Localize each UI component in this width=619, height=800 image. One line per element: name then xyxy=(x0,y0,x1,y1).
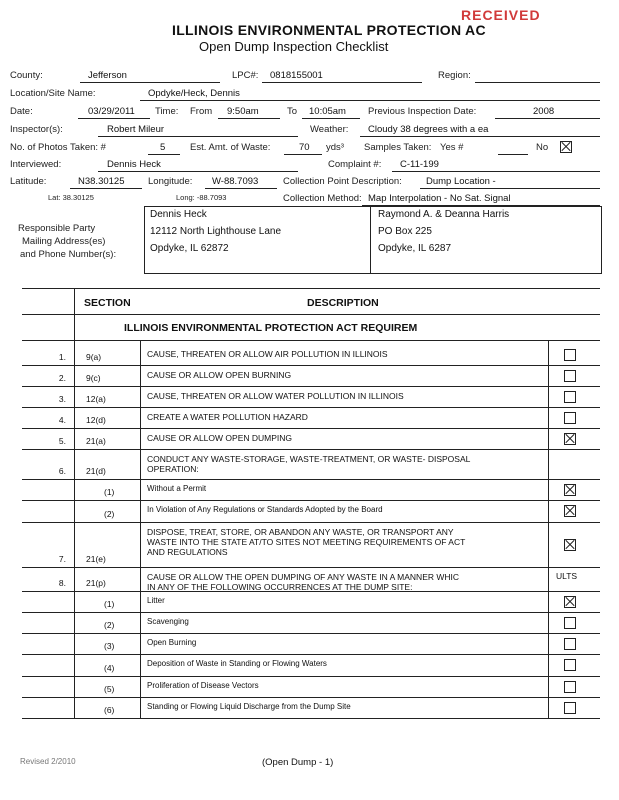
received-stamp: RECEIVED xyxy=(461,7,541,23)
lat-small: Lat: 38.30125 xyxy=(48,193,94,202)
row-section: (3) xyxy=(104,641,115,651)
violation-checkbox[interactable] xyxy=(564,391,576,403)
row-number: 4. xyxy=(58,415,66,425)
row-divider xyxy=(22,365,600,366)
row-description: DISPOSE, TREAT, STORE, OR ABANDON ANY WASTE, OR TRANSPORT ANY xyxy=(147,527,454,537)
party-right-address: PO Box 225 xyxy=(378,226,432,237)
row-divider xyxy=(22,479,600,480)
row-number: 6. xyxy=(58,466,66,476)
row-description: Scavenging xyxy=(147,617,189,626)
page-footer: (Open Dump - 1) xyxy=(262,757,334,768)
row-section: (5) xyxy=(104,684,115,694)
collection-point-label: Collection Point Description: xyxy=(283,176,402,187)
row-divider xyxy=(22,633,600,634)
row-section: 21(a) xyxy=(86,436,106,446)
violation-checkbox[interactable] xyxy=(564,681,576,693)
row-section: (1) xyxy=(104,599,115,609)
responsible-party-box xyxy=(144,206,602,274)
document-title: ILLINOIS ENVIRONMENTAL PROTECTION AC xyxy=(172,22,486,38)
revised-date: Revised 2/2010 xyxy=(20,757,76,766)
row-divider xyxy=(22,718,600,719)
row-number: 5. xyxy=(58,436,66,446)
section-header: SECTION xyxy=(84,297,131,309)
row-description: CAUSE OR ALLOW OPEN BURNING xyxy=(147,370,292,380)
party-left-city: Opdyke, IL 62872 xyxy=(150,243,229,254)
interviewed-value: Dennis Heck xyxy=(107,159,161,170)
row-description: Standing or Flowing Liquid Discharge from the Dump Site xyxy=(147,702,351,711)
from-label: From xyxy=(190,106,213,117)
violation-checkbox[interactable] xyxy=(564,412,576,424)
row-description: OPERATION: xyxy=(147,464,199,474)
region-label: Region: xyxy=(438,70,471,81)
row-number: 1. xyxy=(58,352,66,362)
row-description: Deposition of Waste in Standing or Flowing Waters xyxy=(147,659,327,668)
complaint-label: Complaint #: xyxy=(328,159,382,170)
row-description: CAUSE OR ALLOW OPEN DUMPING xyxy=(147,433,292,443)
responsible-label-3: and Phone Number(s): xyxy=(20,249,117,260)
row-divider xyxy=(22,449,600,450)
time-label: Time: xyxy=(155,106,179,117)
row-description: WASTE INTO THE STATE AT/TO SITES NOT MEETING REQUIREMENTS OF ACT xyxy=(147,537,466,547)
samples-no-checkbox[interactable] xyxy=(560,141,572,153)
from-value: 9:50am xyxy=(227,106,259,117)
row-section: 9(a) xyxy=(86,352,102,362)
violation-checkbox[interactable] xyxy=(564,659,576,671)
row-number: 7. xyxy=(58,554,66,564)
samples-label: Samples Taken: xyxy=(364,142,432,153)
row-section: 12(d) xyxy=(86,415,106,425)
party-right-name: Raymond A. & Deanna Harris xyxy=(378,209,510,220)
row-description: Proliferation of Disease Vectors xyxy=(147,681,259,690)
inspectors-value: Robert Mileur xyxy=(107,124,165,135)
to-value: 10:05am xyxy=(309,106,346,117)
row-section: 21(e) xyxy=(86,554,106,564)
to-label: To xyxy=(287,106,298,117)
samples-yes-label: Yes # xyxy=(440,142,464,153)
interviewed-label: Interviewed: xyxy=(10,159,62,170)
collection-point-value: Dump Location - xyxy=(426,176,496,187)
long-small: Long: -88.7093 xyxy=(176,193,227,202)
row-description: Open Burning xyxy=(147,638,197,647)
lpc-label: LPC#: xyxy=(232,70,259,81)
weather-value: Cloudy 38 degrees with a ea xyxy=(368,124,489,135)
samples-no-label: No xyxy=(536,142,549,153)
row-description: CAUSE, THREATEN OR ALLOW WATER POLLUTION IN ILLINOIS xyxy=(147,391,404,401)
row-section: 9(c) xyxy=(86,373,101,383)
date-value: 03/29/2011 xyxy=(88,106,135,117)
county-value: Jefferson xyxy=(88,70,127,81)
responsible-label-2: Mailing Address(es) xyxy=(22,236,106,247)
party-left-name: Dennis Heck xyxy=(150,209,207,220)
row-divider xyxy=(22,591,600,592)
waste-value: 70 xyxy=(299,142,310,153)
violation-checkbox[interactable] xyxy=(564,617,576,629)
row-section: (1) xyxy=(104,487,115,497)
photos-value: 5 xyxy=(160,142,166,153)
act-requirements-title: ILLINOIS ENVIRONMENTAL PROTECTION ACT REQUIREM xyxy=(124,322,418,334)
row-description: CONDUCT ANY WASTE-STORAGE, WASTE-TREATMENT, OR WASTE- DISPOSAL xyxy=(147,454,471,464)
row-divider xyxy=(22,676,600,677)
violation-checkbox[interactable] xyxy=(564,349,576,361)
violation-checkbox[interactable] xyxy=(564,505,576,517)
row-section: 21(d) xyxy=(86,466,106,476)
row-description: In Violation of Any Regulations or Standards Adopted by the Board xyxy=(147,505,383,514)
violation-checkbox[interactable] xyxy=(564,638,576,650)
violation-header: ULTS xyxy=(556,571,578,581)
waste-unit: yds³ xyxy=(326,142,344,153)
row-description: CREATE A WATER POLLUTION HAZARD xyxy=(147,412,308,422)
row-section: (2) xyxy=(104,620,115,630)
violation-checkbox[interactable] xyxy=(564,484,576,496)
row-description: Without a Permit xyxy=(147,484,207,493)
row-section: (6) xyxy=(104,705,115,715)
collection-method-value: Map Interpolation - No Sat. Signal xyxy=(368,193,511,204)
responsible-label-1: Responsible Party xyxy=(18,223,96,234)
photos-label: No. of Photos Taken: # xyxy=(10,142,106,153)
row-divider xyxy=(22,612,600,613)
complaint-value: C-11-199 xyxy=(400,159,439,170)
row-divider xyxy=(22,522,600,523)
row-section: (2) xyxy=(104,509,115,519)
longitude-label: Longitude: xyxy=(148,176,193,187)
previous-inspection-value: 2008 xyxy=(533,106,555,117)
description-header: DESCRIPTION xyxy=(307,297,379,309)
violation-checkbox[interactable] xyxy=(564,539,576,551)
party-right-city: Opdyke, IL 6287 xyxy=(378,243,452,254)
inspectors-label: Inspector(s): xyxy=(10,124,63,135)
row-divider xyxy=(22,428,600,429)
weather-label: Weather: xyxy=(310,124,349,135)
location-value: Opdyke/Heck, Dennis xyxy=(148,88,240,99)
row-divider xyxy=(22,567,600,568)
county-label: County: xyxy=(10,70,43,81)
latitude-label: Latitude: xyxy=(10,176,47,187)
row-number: 8. xyxy=(58,578,66,588)
lpc-value: 0818155001 xyxy=(270,70,323,81)
row-description: CAUSE, THREATEN OR ALLOW AIR POLLUTION IN ILLINOIS xyxy=(147,349,388,359)
row-description: Litter xyxy=(147,596,165,605)
row-description: AND REGULATIONS xyxy=(147,547,228,557)
row-divider xyxy=(22,654,600,655)
previous-inspection-label: Previous Inspection Date: xyxy=(368,106,477,117)
document-subtitle: Open Dump Inspection Checklist xyxy=(199,39,389,54)
row-number: 3. xyxy=(58,394,66,404)
row-divider xyxy=(22,386,600,387)
party-left-address: 12112 North Lighthouse Lane xyxy=(150,226,282,237)
row-number: 2. xyxy=(58,373,66,383)
row-divider xyxy=(22,697,600,698)
row-description: IN ANY OF THE FOLLOWING OCCURRENCES AT THE DUMP SITE: xyxy=(147,582,413,592)
row-description: CAUSE OR ALLOW THE OPEN DUMPING OF ANY WASTE IN A MANNER WHIC xyxy=(147,572,460,582)
violation-checkbox[interactable] xyxy=(564,370,576,382)
collection-method-label: Collection Method: xyxy=(283,193,362,204)
row-divider xyxy=(22,407,600,408)
violation-checkbox[interactable] xyxy=(564,702,576,714)
waste-label: Est. Amt. of Waste: xyxy=(190,142,271,153)
latitude-value: N38.30125 xyxy=(78,176,125,187)
violation-checkbox[interactable] xyxy=(564,596,576,608)
row-section: 12(a) xyxy=(86,394,106,404)
longitude-value: W-88.7093 xyxy=(212,176,259,187)
row-section: (4) xyxy=(104,663,115,673)
row-divider xyxy=(22,500,600,501)
row-section: 21(p) xyxy=(86,578,106,588)
location-label: Location/Site Name: xyxy=(10,88,96,99)
violation-checkbox[interactable] xyxy=(564,433,576,445)
date-label: Date: xyxy=(10,106,33,117)
